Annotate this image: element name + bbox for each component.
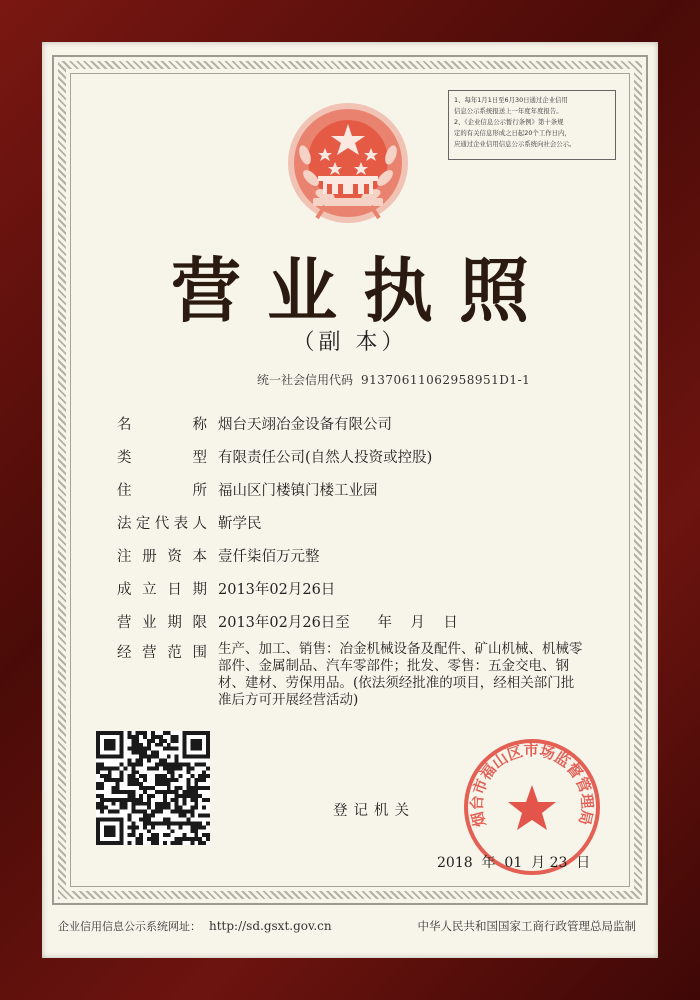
- field-value: 壹仟柒佰万元整: [218, 549, 320, 565]
- field-label-char: 日: [167, 582, 182, 598]
- field-label: [117, 446, 207, 467]
- field-label: [117, 641, 207, 662]
- field-value: 2013年02月26日至 年 月 日: [218, 615, 458, 631]
- field-label-char: 类: [117, 450, 132, 466]
- field-label-char: 住: [117, 483, 132, 499]
- field-label: [117, 413, 207, 434]
- field-label-char: 本: [192, 549, 207, 565]
- field-label-char: 表: [173, 516, 189, 532]
- field-label: [117, 611, 207, 632]
- registration-date: 2018 年 01 月 23 日: [437, 855, 591, 871]
- credit-code-value: 91370611062958951D1-1: [361, 373, 531, 387]
- notice-line: 2、《企业信息公示暂行条例》第十条规: [454, 118, 564, 126]
- footer-website: [58, 918, 332, 934]
- notice-line: 1、每年1月1日至6月30日通过企业信用: [454, 96, 568, 104]
- field-label-char: 所: [192, 483, 207, 499]
- field-label-char: 期: [167, 615, 182, 631]
- field-value: 有限责任公司(自然人投资或控股): [218, 450, 433, 466]
- field-label-char: 代: [154, 516, 170, 532]
- field-label-char: 定: [135, 516, 151, 532]
- license-subtitle: （副 本）: [292, 330, 408, 355]
- registration-authority-label: 登记机关: [333, 803, 415, 819]
- field-label-char: 名: [117, 417, 132, 433]
- credit-code-row: [257, 371, 530, 388]
- footer-website-url[interactable]: http://sd.gsxt.gov.cn: [209, 919, 332, 933]
- field-value: 2013年02月26日: [218, 582, 336, 598]
- field-label-char: 经: [117, 645, 132, 661]
- field-label-char: 围: [192, 645, 207, 661]
- national-emblem-icon: [285, 100, 411, 226]
- field-label-char: 业: [142, 615, 157, 631]
- field-label-char: 注: [117, 549, 132, 565]
- annual-report-notice: [448, 90, 616, 160]
- field-label-char: 营: [142, 645, 157, 661]
- field-label-char: 资: [167, 549, 182, 565]
- credit-code-label: 统一社会信用代码: [257, 373, 354, 387]
- field-label-char: 人: [192, 516, 207, 532]
- field-label: [117, 545, 207, 566]
- field-label-char: 成: [117, 582, 132, 598]
- business-scope-text: 生产、加工、销售：冶金机械设备及配件、矿山机械、机械零部件、金属制品、汽车零部件；批发、零售：五金交电、钢材、建材、劳保用品。(依法须经批准的项目，经相关部门批准后方可开展经营活动): [218, 641, 583, 708]
- notice-line: 应通过企业信用信息公示系统向社会公示。: [454, 140, 576, 148]
- field-label-char: 法: [117, 516, 132, 532]
- field-value: 福山区门楼镇门楼工业园: [218, 483, 378, 499]
- field-label-char: 称: [192, 417, 207, 433]
- footer-website-label: 企业信用信息公示系统网址：: [58, 920, 201, 933]
- footer-issuer: 中华人民共和国国家工商行政管理总局监制: [417, 919, 636, 933]
- field-label-char: 立: [142, 582, 157, 598]
- field-label: [117, 578, 207, 599]
- license-title: 营业执照: [171, 249, 555, 332]
- field-label-char: 营: [117, 615, 132, 631]
- field-label-char: 型: [192, 450, 207, 466]
- field-label-char: 范: [167, 645, 182, 661]
- notice-line: 信息公示系统报送上一年度年度报告。: [454, 107, 563, 115]
- field-label-char: 期: [192, 582, 207, 598]
- field-value: 靳学民: [218, 516, 262, 532]
- notice-line: 定的有关信息形成之日起20个工作日内，: [454, 129, 571, 137]
- field-value: 烟台天翊冶金设备有限公司: [218, 417, 392, 433]
- qr-code: [96, 731, 210, 845]
- field-label: [117, 512, 207, 533]
- field-label-char: 册: [142, 549, 157, 565]
- field-label-char: 限: [192, 615, 207, 631]
- seal-text: 烟台市福山区市场监督管理局: [467, 741, 597, 829]
- field-label: [117, 479, 207, 500]
